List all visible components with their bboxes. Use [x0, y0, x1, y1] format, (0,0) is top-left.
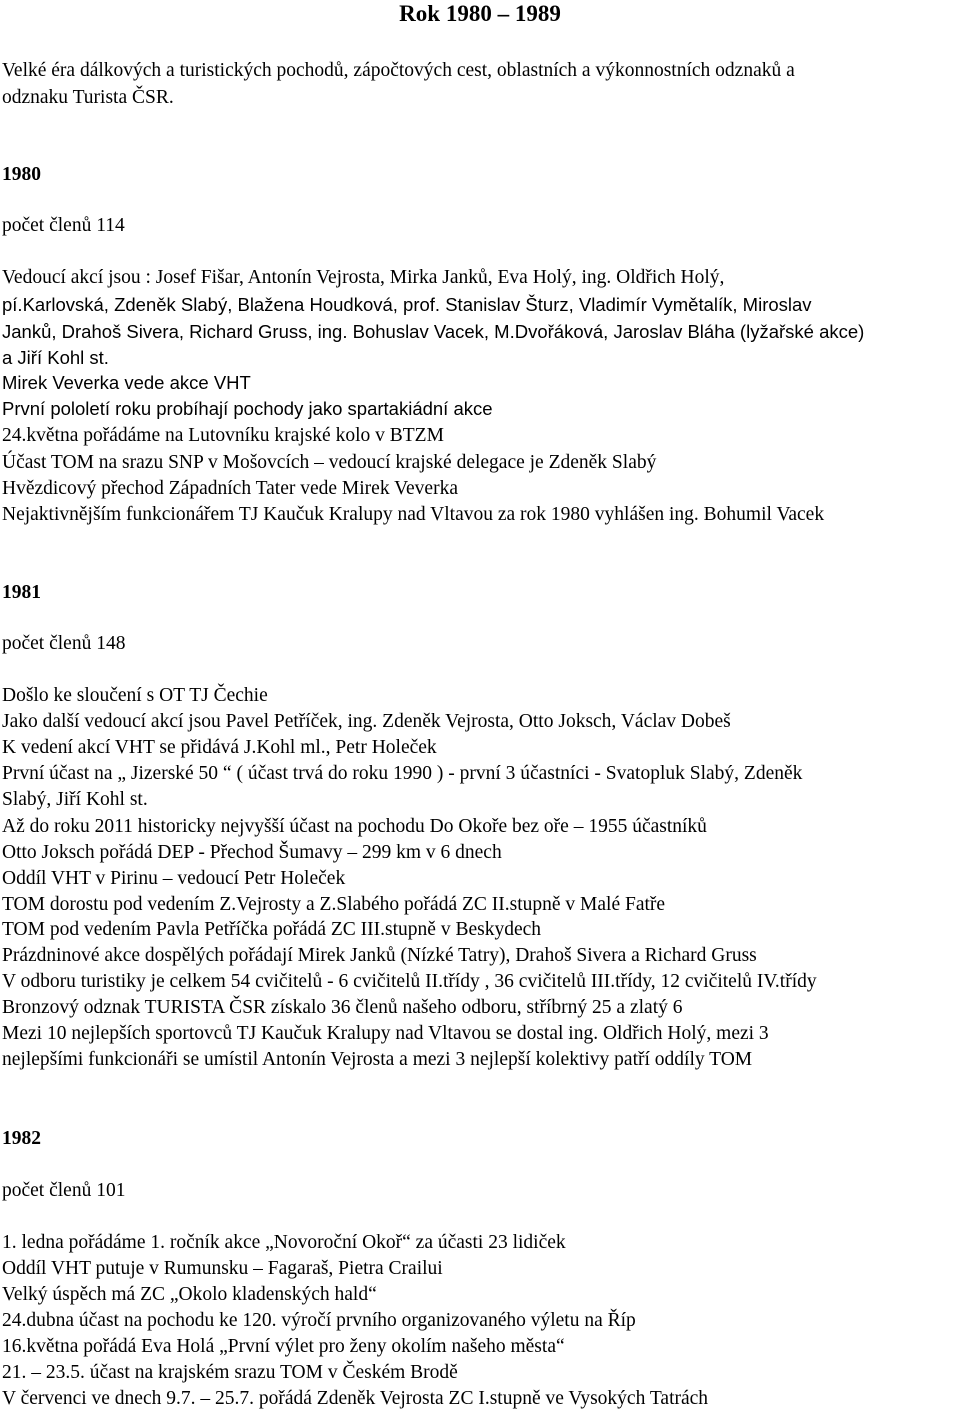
members-count-1980: počet členů 114: [2, 215, 125, 236]
text-line: 24.dubna účast na pochodu ke 120. výročí prvního organizovaného výletu na Říp: [2, 1310, 636, 1331]
year-heading-1981: 1981: [2, 582, 41, 603]
members-count-1981: počet členů 148: [2, 633, 126, 654]
text-line: K vedení akcí VHT se přidává J.Kohl ml., Petr Holeček: [2, 737, 437, 758]
year-heading-1982: 1982: [2, 1128, 41, 1149]
text-line: a Jiří Kohl st.: [2, 347, 109, 368]
text-line: Oddíl VHT v Pirinu – vedoucí Petr Holeček: [2, 868, 346, 889]
text-line: Účast TOM na srazu SNP v Mošovcích – vedoucí krajské delegace je Zdeněk Slabý: [2, 452, 657, 473]
text-line: pí.Karlovská, Zdeněk Slabý, Blažena Houdková, prof. Stanislav Šturz, Vladimír Vymětalík, Miroslav: [2, 294, 812, 315]
text-line: 21. – 23.5. účast na krajském srazu TOM v Českém Brodě: [2, 1362, 458, 1383]
year-heading-1980: 1980: [2, 164, 41, 185]
text-line: V červenci ve dnech 9.7. – 25.7. pořádá Zdeněk Vejrosta ZC I.stupně ve Vysokých Tatrách: [2, 1388, 709, 1409]
text-line: Velký úspěch má ZC „Okolo kladenských hald“: [2, 1284, 377, 1305]
text-line: Slabý, Jiří Kohl st.: [2, 789, 148, 810]
text-line: Oddíl VHT putuje v Rumunsku – Fagaraš, Pietra Crailui: [2, 1258, 443, 1279]
text-line: První pololetí roku probíhají pochody jako spartakiádní akce: [2, 398, 493, 419]
text-line: Otto Joksch pořádá DEP - Přechod Šumavy – 299 km v 6 dnech: [2, 842, 502, 863]
text-line: Prázdninové akce dospělých pořádají Mirek Janků (Nízké Tatry), Drahoš Sivera a Richard Gruss: [2, 945, 757, 966]
text-line: Došlo ke sloučení s OT TJ Čechie: [2, 685, 268, 706]
text-line: TOM pod vedením Pavla Petříčka pořádá ZC III.stupně v Beskydech: [2, 919, 542, 940]
text-line: Mirek Veverka vede akce VHT: [2, 372, 251, 393]
page-title: Rok 1980 – 1989: [399, 1, 561, 26]
text-line: Vedoucí akcí jsou : Josef Fišar, Antonín Vejrosta, Mirka Janků, Eva Holý, ing. Oldřich Holý,: [2, 267, 725, 288]
text-line: Až do roku 2011 historicky nejvyšší účast na pochodu Do Okoře bez oře – 1955 účastníků: [2, 816, 707, 837]
intro-line-1: Velké éra dálkových a turistických pochodů, zápočtových cest, oblastních a výkonnostních odznaků a: [2, 60, 795, 81]
text-line: Bronzový odznak TURISTA ČSR získalo 36 členů našeho odboru, stříbrný 25 a zlatý 6: [2, 997, 683, 1018]
text-line: 1. ledna pořádáme 1. ročník akce „Novoroční Okoř“ za účasti 23 lidiček: [2, 1232, 566, 1253]
text-line: 24.května pořádáme na Lutovníku krajské kolo v BTZM: [2, 425, 444, 446]
text-line: První účast na „ Jizerské 50 “ ( účast trvá do roku 1990 ) - první 3 účastníci - Svatopluk Slabý, Zdeněk: [2, 763, 803, 784]
text-line: Hvězdicový přechod Západních Tater vede Mirek Veverka: [2, 478, 458, 499]
text-line: Janků, Drahoš Sivera, Richard Gruss, ing. Bohuslav Vacek, M.Dvořáková, Jaroslav Bláha (lyžařské akce): [2, 321, 865, 342]
members-count-1982: počet členů 101: [2, 1180, 126, 1201]
text-line: TOM dorostu pod vedením Z.Vejrosty a Z.Slabého pořádá ZC II.stupně v Malé Fatře: [2, 894, 666, 915]
text-line: Mezi 10 nejlepších sportovců TJ Kaučuk Kralupy nad Vltavou se dostal ing. Oldřich Holý, mezi 3: [2, 1023, 769, 1044]
text-line: V odboru turistiky je celkem 54 cvičitelů - 6 cvičitelů II.třídy , 36 cvičitelů III.třídy, 12 cvičitelů IV.třídy: [2, 971, 817, 992]
text-line: Nejaktivnějším funkcionářem TJ Kaučuk Kralupy nad Vltavou za rok 1980 vyhlášen ing. Bohumil Vacek: [2, 504, 825, 525]
text-line: Jako další vedoucí akcí jsou Pavel Petříček, ing. Zdeněk Vejrosta, Otto Joksch, Václav Dobeš: [2, 711, 731, 732]
text-line: 16.května pořádá Eva Holá „První výlet pro ženy okolím našeho města“: [2, 1336, 565, 1357]
intro-line-2: odznaku Turista ČSR.: [2, 87, 174, 108]
text-line: nejlepšími funkcionáři se umístil Antonín Vejrosta a mezi 3 nejlepší kolektivy patří oddíly TOM: [2, 1049, 753, 1070]
